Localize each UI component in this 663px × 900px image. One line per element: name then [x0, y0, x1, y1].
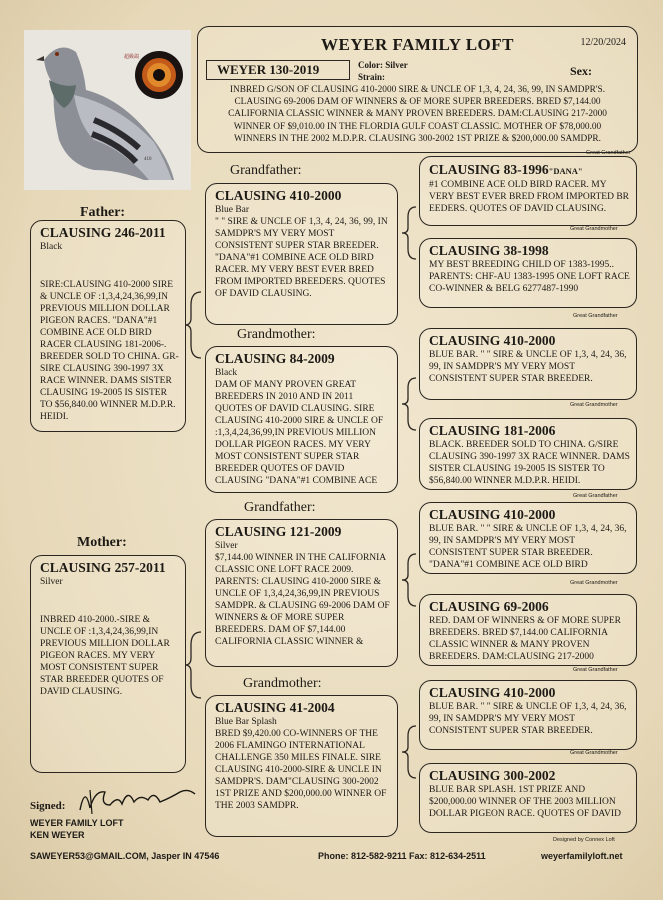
color-label: Color: Silver: [358, 60, 408, 70]
grandparent-text: DAM OF MANY PROVEN GREAT BREEDERS IN 2010 AND IN 2011 QUOTES OF DAVID CLAUSING. SIRE CLAUSING 410-2000 SIRE & UNCLE OF :1,3,4,24,36,99,IN PREVIOUS MILLION DOLLAR PIGEON RACES. MY VERY MOST CONSISTENT SUPER STAR BREEDER QUOTES OF DAVID CLAUSING "DANA"#1 COMBINE ACE: [215, 380, 384, 486]
grandfather-label-1: Grandfather:: [230, 163, 302, 178]
brace-gp4: [400, 724, 420, 780]
great-grandparent-box: [419, 156, 637, 226]
grandparent-color: Blue Bar Splash: [215, 717, 277, 727]
grandparent-box: [205, 183, 398, 325]
great-grandparent-name: CLAUSING 300-2002: [429, 768, 556, 783]
great-grandfather-caption: Great Grandfather: [573, 313, 618, 319]
grandparent-name: CLAUSING 410-2000: [215, 188, 342, 203]
signature-name-1: WEYER FAMILY LOFT: [30, 818, 124, 828]
signed-label: Signed:: [30, 800, 66, 812]
grandmother-label-2: Grandmother:: [243, 676, 322, 691]
great-grandparent-text: BLACK. BREEDER SOLD TO CHINA. G/SIRE CLAUSING 390-1997 3X RACE WINNER. DAMS SISTER CLAUSING 19-2005 IS SISTER TO $56,840.00 WINNER M.D.P.R. HEIDI.: [429, 440, 630, 486]
brace-father: [183, 290, 205, 360]
sex-label: Sex:: [570, 64, 592, 78]
grandparent-box: [205, 695, 398, 837]
great-grandparent-box: [419, 328, 637, 400]
brace-gp2: [400, 376, 420, 432]
strain-label: Strain:: [358, 72, 385, 82]
mother-color: Silver: [40, 577, 63, 587]
great-grandparent-box: [419, 238, 637, 308]
grandparent-text: " " SIRE & UNCLE OF 1,3, 4, 24, 36, 99, IN SAMDPR'S MY VERY MOST CONSISTENT SUPER STAR BREEDER. "DANA"#1 COMBINE ACE OLD BIRD RACER. MY VERY BEST EVER BRED FROM IMPORTED BREEDERS. QUOTES OF DAVID CLAUSING.: [215, 217, 388, 299]
svg-text:410: 410: [144, 157, 152, 162]
grandparent-color: Silver: [215, 541, 238, 551]
great-grandfather-caption: Great Grandfather: [573, 667, 618, 673]
father-color: Black: [40, 242, 63, 252]
mother-name: CLAUSING 257-2011: [40, 560, 166, 575]
designed-by: Designed by Connex Loft: [553, 837, 615, 843]
grandparent-text: BRED $9,420.00 CO-WINNERS OF THE 2006 FLAMINGO INTERNATIONAL CHALLENGE 350 MILES FINALE. SIRE CLAUSING 410-2000-SIRE & UNCLE IN SAMDPR'S. DAM"CLAUSING 300-2002 1ST PRIZE AND $200,000.00 WINNER OF THE 2003 SAMDPR.: [215, 729, 387, 811]
great-grandfather-caption: Great Grandfather: [586, 150, 631, 156]
grandparent-name: CLAUSING 41-2004: [215, 700, 335, 715]
pigeon-description: INBRED G/SON OF CLAUSING 410-2000 SIRE & UNCLE OF 1,3, 4, 24, 36, 99, IN SAMDPR'S. CLAUSING 69-2006 DAM OF WINNERS & OF MORE SUPER BREEDERS. BRED $7,144.00 CALIFORNIA CLASSIC WINNER & MANY PROVEN BREEDERS. DAM:CLAUSING 217-2000 WINNER OF $9,010.00 IN THE FLORDIA GULF COAST CLASSIC. MOTHER OF $78,000.00 WINNERS IN THE 2002 M.D.P.R. CLAUSING 300-2002 1ST PRIZE & $200,000.00 SAMDPR.: [228, 85, 607, 144]
header-date: 12/20/2024: [580, 37, 626, 48]
loft-title: WEYER FAMILY LOFT: [320, 35, 514, 54]
great-grandparent-name: CLAUSING 38-1998: [429, 243, 549, 258]
great-grandparent-box: [419, 763, 637, 833]
signature-name-2: KEN WEYER: [30, 830, 85, 840]
pigeon-photo: [24, 30, 191, 190]
grandparent-name: CLAUSING 84-2009: [215, 351, 335, 366]
great-grandparent-box: [419, 680, 637, 750]
brace-gp1: [400, 205, 420, 261]
father-label: Father:: [80, 205, 126, 220]
ring-number: WEYER 130-2019: [206, 60, 350, 80]
mother-box: [30, 555, 186, 773]
signature-image: [70, 780, 200, 820]
footer-website[interactable]: weyerfamilyloft.net: [541, 851, 623, 861]
father-name: CLAUSING 246-2011: [40, 225, 166, 240]
grandmother-label-1: Grandmother:: [237, 327, 316, 342]
great-grandparent-text: BLUE BAR SPLASH. 1ST PRIZE AND $200,000.00 WINNER OF THE 2003 MILLION DOLLAR PIGEON RACE. QUOTES OF DAVID: [429, 785, 621, 819]
great-grandparent-name: CLAUSING 69-2006: [429, 599, 549, 614]
great-grandmother-caption: Great Grandmother: [570, 402, 618, 408]
great-grandparent-text: BLUE BAR. " " SIRE & UNCLE OF 1,3, 4, 24, 36, 99, IN SAMDPR'S MY VERY MOST CONSISTENT SUPER STAR BREEDER.: [429, 702, 627, 736]
brace-mother: [183, 630, 205, 700]
great-grandmother-caption: Great Grandmother: [570, 750, 618, 756]
great-grandparent-nickname: "DANA": [548, 166, 583, 176]
grandparent-color: Black: [215, 368, 238, 378]
great-grandmother-caption: Great Grandmother: [570, 226, 618, 232]
pigeon-image: [24, 30, 191, 190]
footer-email: SAWEYER53@GMAIL.COM, Jasper IN 47546: [30, 851, 220, 861]
great-grandparent-name: CLAUSING 410-2000: [429, 685, 556, 700]
great-grandparent-box: [419, 594, 637, 666]
grandfather-label-2: Grandfather:: [244, 500, 316, 515]
great-grandfather-caption: Great Grandfather: [573, 493, 618, 499]
grandparent-box: [205, 519, 398, 667]
great-grandparent-name: CLAUSING 410-2000: [429, 333, 556, 348]
great-grandmother-caption: Great Grandmother: [570, 580, 618, 586]
grandparent-color: Blue Bar: [215, 205, 250, 215]
father-text: SIRE:CLAUSING 410-2000 SIRE & UNCLE OF :1,3,4,24,36,99,IN PREVIOUS MILLION DOLLAR PIGEON RACES. "DANA"#1 COMBINE ACE OLD BIRD RACER CLAUSING 181-2006-. BREEDER SOLD TO CHINA. GR-SIRE CLAUSING 390-1997 3X RACE WINNER. DAMS SISTER CLAUSING 19-2005 IS SISTER TO $56,840.00 WINNER M.D.P.R. HEIDI.: [40, 280, 179, 422]
footer-phone: Phone: 812-582-9211 Fax: 812-634-2511: [318, 851, 486, 861]
great-grandparent-text: MY BEST BREEDING CHILD OF 1383-1995.. PARENTS: CHF-AU 1383-1995 ONE LOFT RACE CO-WINNER & BELG 6277487-1990: [429, 260, 630, 294]
header-box: [197, 26, 638, 153]
svg-text:超級鴿: 超級鴿: [124, 55, 140, 60]
great-grandparent-text: BLUE BAR. " " SIRE & UNCLE OF 1,3, 4, 24, 36, 99, IN SAMDPR'S MY VERY MOST CONSISTENT SUPER STAR BREEDER.: [429, 350, 627, 384]
grandparent-text: $7,144.00 WINNER IN THE CALIFORNIA CLASSIC ONE LOFT RACE 2009. PARENTS: CLAUSING 410-2000 SIRE & UNCLE OF 1,3,4,24,36,99,IN PREVIOUS SAMDPR. & CLAUSING 69-2006 DAM OF WINNERS & OF MORE SUPER BREEDERS. DAM OF $7,144.00 CALIFORNIA CLASSIC WINNER &: [215, 553, 390, 647]
mother-text: INBRED 410-2000.-SIRE & UNCLE OF :1,3,4,24,36,99,IN PREVIOUS MILLION DOLLAR PIGEON RACES. MY VERY MOST CONSISTENT SUPER STAR BREEDER QUOTES OF DAVID CLAUSING.: [40, 615, 170, 697]
grandparent-box: [205, 346, 398, 493]
great-grandparent-name: CLAUSING 181-2006: [429, 423, 556, 438]
mother-label: Mother:: [77, 535, 127, 550]
great-grandparent-name: CLAUSING 83-1996: [429, 162, 549, 177]
father-box: [30, 220, 186, 432]
grandparent-name: CLAUSING 121-2009: [215, 524, 342, 539]
great-grandparent-box: [419, 418, 637, 490]
great-grandparent-text: RED. DAM OF WINNERS & OF MORE SUPER BREEDERS. BRED $7,144.00 CALIFORNIA CLASSIC WINNER & MANY PROVEN BREEDERS. DAM:CLAUSING 217-2000: [429, 616, 621, 662]
brace-gp3: [400, 552, 420, 608]
great-grandparent-name: CLAUSING 410-2000: [429, 507, 556, 522]
great-grandparent-text: BLUE BAR. " " SIRE & UNCLE OF 1,3, 4, 24, 36, 99, IN SAMDPR'S MY VERY MOST CONSISTENT SUPER STAR BREEDER. "DANA"#1 COMBINE ACE OLD BIRD: [429, 524, 627, 570]
great-grandparent-box: [419, 502, 637, 574]
great-grandparent-text: #1 COMBINE ACE OLD BIRD RACER. MY VERY BEST EVER BRED FROM IMPORTED BR EEDERS. QUOTES OF DAVID CLAUSING.: [429, 180, 630, 214]
